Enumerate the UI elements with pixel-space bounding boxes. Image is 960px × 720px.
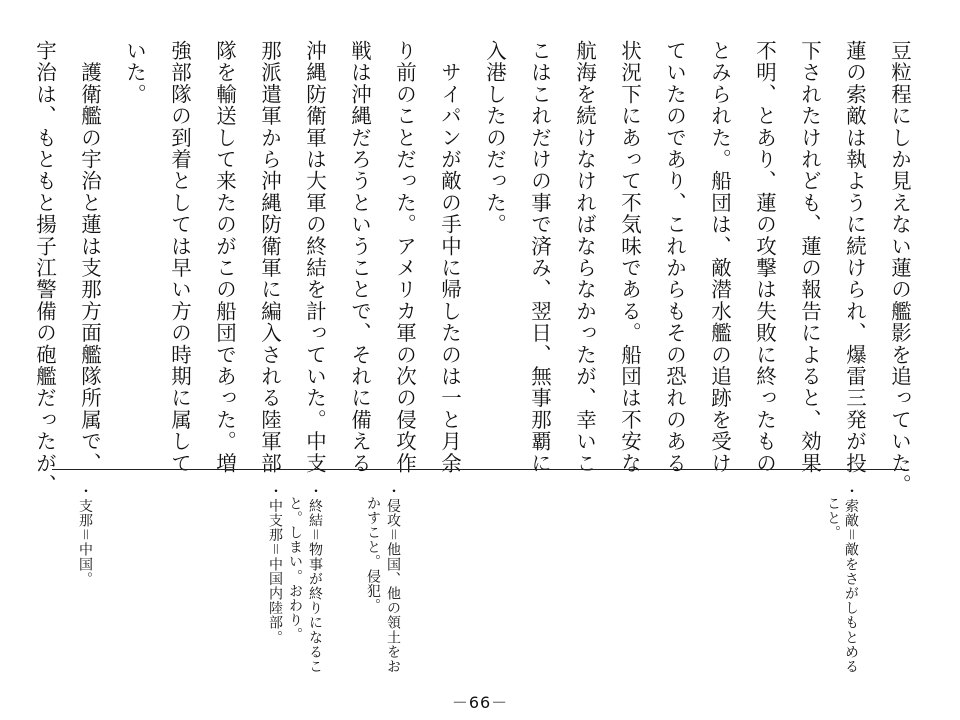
body-line-16: 隊を輸送して来たのがこの船団であった。増 xyxy=(212,40,237,474)
footnote-shuuketsu-line-1: ・終結＝物事が終りになるこ xyxy=(307,484,323,674)
footnote-shina: ・支那＝中国。 xyxy=(77,484,93,587)
body-line-6: ていたのであり、これからもその恐れのある xyxy=(662,40,687,474)
body-line-19: 護衛艦の宇治と蓮は支那方面艦隊所属で、 xyxy=(77,40,102,474)
footnote-chuushina: ・中支那＝中国内陸部。 xyxy=(267,484,283,645)
body-line-5: とみられた。船団は、敵潜水艦の追跡を受け xyxy=(707,40,732,474)
body-line-9: こはこれだけの事で済み、翌日、無事那覇に xyxy=(527,40,552,474)
body-line-14: 沖縄防衛軍は大軍の終結を計っていた。中支 xyxy=(302,40,327,474)
page-number: －66－ xyxy=(451,693,509,712)
body-line-8: 航海を続けなければならなかったが、幸いこ xyxy=(572,40,597,474)
body-line-3: 下されたけれども、蓮の報告によると、効果 xyxy=(797,40,822,474)
body-line-10: 入港したのだった。 xyxy=(482,40,507,236)
body-line-7: 状況下にあって不気味である。船団は不安な xyxy=(617,40,642,474)
body-line-13: 戦は沖縄だろうということで、それに備える xyxy=(347,40,372,474)
footnote-divider xyxy=(52,469,905,470)
body-line-4: 不明、とあり、蓮の攻撃は失敗に終ったもの xyxy=(752,40,777,474)
body-line-18: いた。 xyxy=(122,40,147,106)
footnote-sakuteki-line-1: ・索敵＝敵をさがしもとめる xyxy=(843,484,859,674)
body-line-1: 豆粒程にしか見えない蓮の艦影を追っていた。 xyxy=(887,40,912,496)
footnote-shinkou-line-2: かすこと。侵犯。 xyxy=(365,496,381,613)
footnote-shinkou-line-1: ・侵攻＝他国、他の領土をお xyxy=(385,484,401,674)
body-line-15: 那派遣軍から沖縄防衛軍に編入される陸軍部 xyxy=(257,40,282,474)
footnote-shuuketsu-line-2: と。しまい。おわり。 xyxy=(287,496,303,642)
body-line-20: 宇治は、もともと揚子江警備の砲艦だったが、 xyxy=(32,40,57,496)
footnote-sakuteki-line-2: こと。 xyxy=(825,496,841,540)
body-line-2: 蓮の索敵は執ように続けられ、爆雷三発が投 xyxy=(842,40,867,474)
body-line-12: り前のことだった。アメリカ軍の次の侵攻作 xyxy=(392,40,417,474)
body-line-11: サイパンが敵の手中に帰したのは一と月余 xyxy=(437,40,462,474)
body-line-17: 強部隊の到着としては早い方の時期に属して xyxy=(167,40,192,474)
